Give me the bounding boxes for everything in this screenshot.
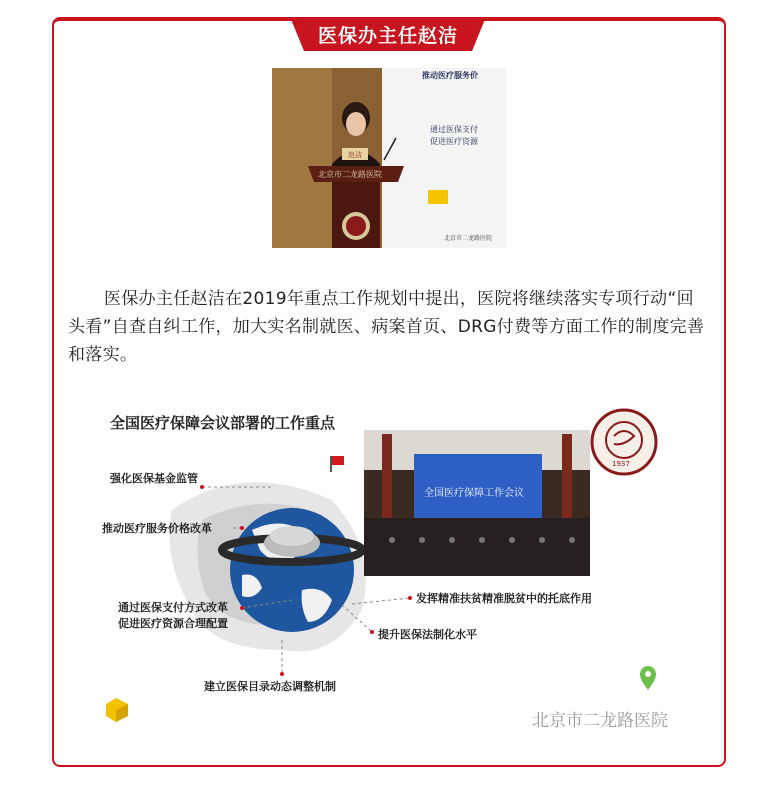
name-plate: 赵洁 xyxy=(348,151,362,159)
infographic-graphics xyxy=(92,400,712,740)
podium-text: 北京市二龙路医院 xyxy=(318,170,382,179)
flag-icon xyxy=(332,456,344,465)
item-catalog-adjustment: 建立医保目录动态调整机制 xyxy=(204,680,336,693)
footer-watermark: 北京市二龙路医院 xyxy=(532,711,668,731)
photo-watermark: 北京市二龙路医院 xyxy=(444,235,493,242)
item-poverty-alleviation: 发挥精准扶贫精准脱贫中的托底作用 xyxy=(416,592,592,605)
slide-text-2: 通过医保支付 xyxy=(430,125,478,134)
seal-year: 1937 xyxy=(612,460,630,468)
section-title: 医保办主任赵洁 xyxy=(317,25,458,47)
meeting-screen-text: 全国医疗保障工作会议 xyxy=(424,488,524,499)
slide-text-1: 推动医疗服务价 xyxy=(422,71,478,80)
section-header-tab xyxy=(290,17,486,51)
policy-infographic xyxy=(92,400,712,740)
article-paragraph xyxy=(68,285,706,369)
paragraph-text: 医保办主任赵洁在2019年重点工作规划中提出，医院将继续落实专项行动“回头看”自查自纠工作，加大实名制就医、病案首页、DRG付费等方面工作的制度完善和落实。 xyxy=(68,289,705,365)
speaker-photo xyxy=(272,68,506,248)
item-resource-allocation: 促进医疗资源合理配置 xyxy=(118,617,228,630)
map-pin-icon xyxy=(640,666,656,690)
item-fund-supervision: 强化医保基金监管 xyxy=(110,472,198,485)
item-payment-reform: 通过医保支付方式改革 xyxy=(118,601,228,614)
item-legal-level: 提升医保法制化水平 xyxy=(378,628,477,641)
slide-text-3: 促进医疗资源 xyxy=(430,137,478,146)
item-price-reform: 推动医疗服务价格改革 xyxy=(102,522,212,535)
infographic-title: 全国医疗保障会议部署的工作重点 xyxy=(110,414,336,432)
